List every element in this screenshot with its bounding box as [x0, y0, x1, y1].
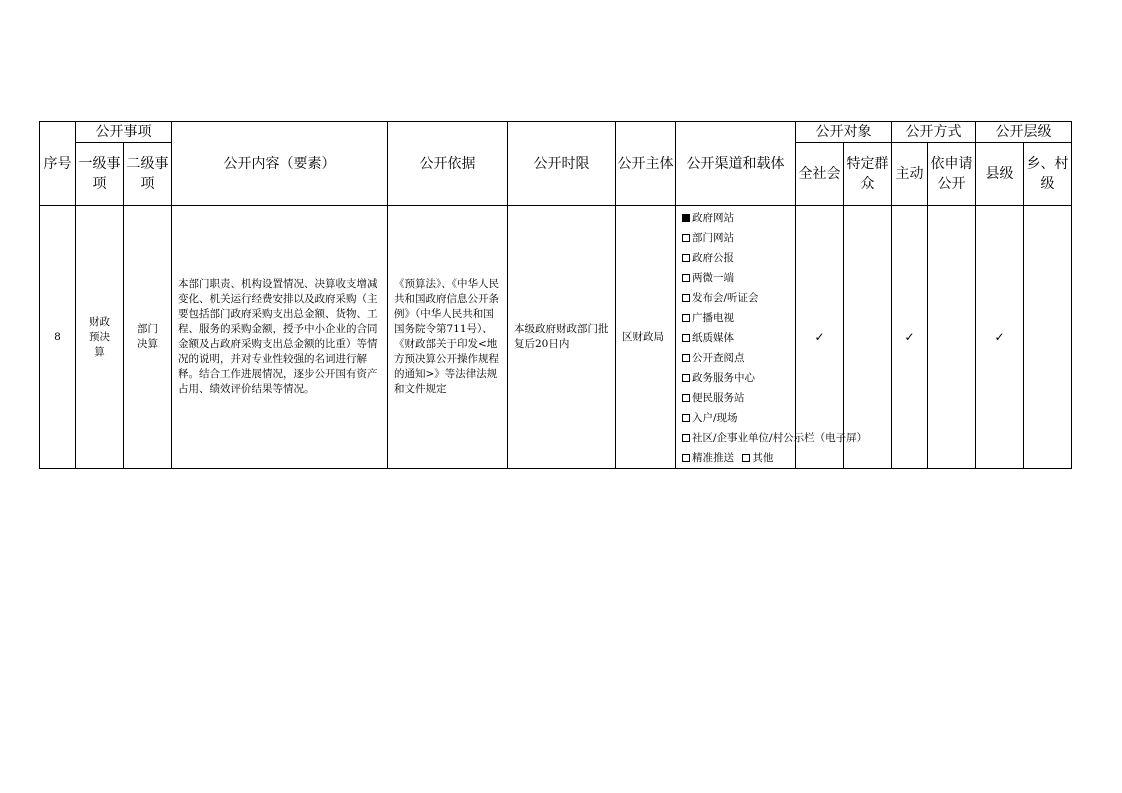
channel-label: 广播电视 — [692, 312, 734, 324]
cell-mode-request — [928, 206, 976, 469]
unchecked-box-icon — [682, 414, 690, 422]
channel-label: 便民服务站 — [692, 392, 745, 404]
channel-label: 其他 — [752, 452, 774, 464]
cell-level2: 部门决算 — [124, 206, 172, 469]
unchecked-box-icon — [682, 374, 690, 382]
unchecked-box-icon — [682, 314, 690, 322]
checked-box-icon — [682, 214, 690, 222]
cell-mode-active: ✓ — [892, 206, 928, 469]
unchecked-box-icon — [682, 394, 690, 402]
channel-option — [682, 412, 738, 424]
channel-label: 入户/现场 — [692, 412, 738, 424]
header-level-group: 公开层级 — [976, 122, 1072, 143]
cell-seq: 8 — [40, 206, 76, 469]
channel-option — [682, 292, 759, 304]
channel-label: 纸质媒体 — [692, 332, 734, 344]
channel-option — [742, 452, 773, 464]
channel-option — [682, 392, 745, 404]
header-mode-active: 主动 — [892, 143, 928, 206]
channel-option — [682, 452, 734, 464]
cell-level-township — [1024, 206, 1072, 469]
cell-level1: 财政预决算 — [76, 206, 124, 469]
channel-option — [682, 432, 867, 444]
cell-channels — [676, 206, 868, 469]
cell-time-limit: 本级政府财政部门批复后20日内 — [508, 206, 616, 469]
header-mode-request: 依申请公开 — [928, 143, 976, 206]
header-mode-group: 公开方式 — [892, 122, 976, 143]
unchecked-box-icon — [682, 454, 690, 462]
channel-label: 两微一端 — [692, 272, 734, 284]
header-seq: 序号 — [40, 122, 76, 206]
channel-label: 公开查阅点 — [692, 352, 745, 364]
header-audience-group: 公开对象 — [796, 122, 892, 143]
header-level-township: 乡、村级 — [1024, 143, 1072, 206]
unchecked-box-icon — [742, 454, 750, 462]
channel-label: 政务服务中心 — [692, 372, 755, 384]
cell-audience-specific — [844, 206, 892, 469]
unchecked-box-icon — [682, 334, 690, 342]
header-level-county: 县级 — [976, 143, 1024, 206]
cell-audience-all: ✓ — [796, 206, 844, 469]
header-level1: 一级事项 — [76, 143, 124, 206]
channel-option — [682, 212, 734, 224]
channel-list — [682, 208, 868, 468]
unchecked-box-icon — [682, 234, 690, 242]
header-items-group: 公开事项 — [76, 122, 172, 143]
unchecked-box-icon — [682, 354, 690, 362]
channel-label: 发布会/听证会 — [692, 292, 759, 304]
cell-content: 本部门职责、机构设置情况、决算收支增减变化、机关运行经费安排以及政府采购（主要包括部门政府采购支出总金额、货物、工程、服务的采购金额，授予中小企业的合同金额及占政府采购支出总金额的比重）等情况的说明，并对专业性较强的名词进行解释。结合工作进展情况，逐步公开国有资产占用、绩效评价结果等情况。 — [172, 206, 388, 469]
channel-label: 政府公报 — [692, 252, 734, 264]
cell-basis: 《预算法》、《中华人民共和国政府信息公开条例》（中华人民共和国国务院令第711号）、《财政部关于印发<地方预决算公开操作规程的通知>》等法律法规和文件规定 — [388, 206, 508, 469]
header-level2: 二级事项 — [124, 143, 172, 206]
cell-subject: 区财政局 — [616, 206, 676, 469]
channel-label: 部门网站 — [692, 232, 734, 244]
header-content: 公开内容（要素） — [172, 122, 388, 206]
cell-level-county: ✓ — [976, 206, 1024, 469]
channel-label: 社区/企事业单位/村公示栏（电子屏） — [692, 432, 868, 444]
unchecked-box-icon — [682, 294, 690, 302]
channel-label: 政府网站 — [692, 212, 734, 224]
header-basis: 公开依据 — [388, 122, 508, 206]
disclosure-table — [39, 121, 1072, 469]
header-subject: 公开主体 — [616, 122, 676, 206]
channel-option — [682, 232, 734, 244]
header-channels: 公开渠道和载体 — [676, 122, 796, 206]
header-audience-all: 全社会 — [796, 143, 844, 206]
unchecked-box-icon — [682, 254, 690, 262]
header-time-limit: 公开时限 — [508, 122, 616, 206]
channel-option — [682, 272, 734, 284]
channel-option — [682, 332, 734, 344]
header-audience-specific: 特定群众 — [844, 143, 892, 206]
channel-option — [682, 252, 734, 264]
channel-label: 精准推送 — [692, 452, 734, 464]
unchecked-box-icon — [682, 434, 690, 442]
channel-option — [682, 312, 734, 324]
channel-option — [682, 352, 745, 364]
channel-option — [682, 372, 755, 384]
unchecked-box-icon — [682, 274, 690, 282]
